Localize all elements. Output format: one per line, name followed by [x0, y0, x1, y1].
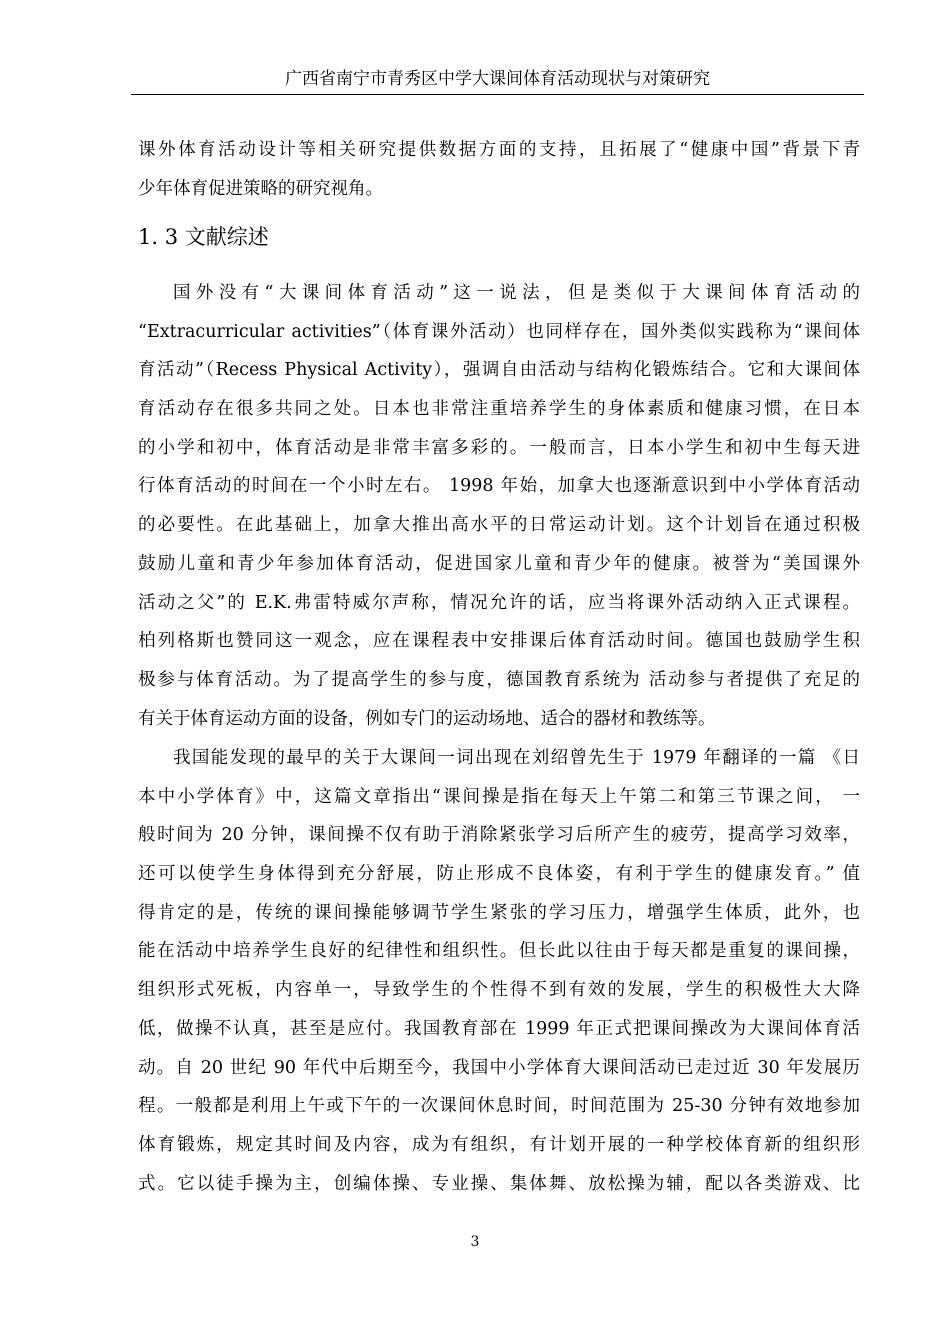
- text-line: 有关于体育运动方面的设备，例如专门的运动场地、适合的器材和教练等。: [138, 708, 716, 729]
- paragraph-foreign-practice: [138, 274, 860, 738]
- text-line: 国外没有“大课间体育活动”这一说法，但是类似于大课间体育活动的: [173, 283, 860, 303]
- text-line: 鼓励儿童和青少年参加体育活动，促进国家儿童和青少年的健康。被誉为“美国课外: [138, 553, 860, 574]
- text-line: 极参与体育活动。为了提高学生的参与度，德国教育系统为 活动参与者提供了充足的: [138, 669, 860, 690]
- text-line: 得肯定的是，传统的课间操能够调节学生紧张的学习压力，增强学生体质，此外，也: [138, 902, 860, 923]
- text-line: 柏列格斯也赞同这一观念，应在课程表中安排课后体育活动时间。德国也鼓励学生积: [138, 631, 860, 652]
- text-line: 能在活动中培养学生良好的纪律性和组织性。但长此以往由于每天都是重复的课间操，: [138, 941, 860, 962]
- text-line: 活动之父”的 E.K.弗雷特威尔声称，情况允许的话，应当将课外活动纳入正式课程。: [138, 592, 860, 613]
- text-line: 育活动”（Recess Physical Activity），强调自由活动与结构化锻炼结合。它和大课间体: [138, 360, 860, 381]
- text-line: 低，做操不认真，甚至是应付。我国教育部在 1999 年正式把课间操改为大课间体育活: [138, 1018, 860, 1039]
- text-line: 的小学和初中，体育活动是非常丰富多彩的。一般而言，日本小学生和初中生每天进: [138, 437, 860, 458]
- text-line: 少年体育促进策略的研究视角。: [138, 178, 383, 199]
- text-line: 动。自 20 世纪 90 年代中后期至今，我国中小学体育大课间活动已走过近 30 年发展历: [138, 1057, 860, 1078]
- text-line: 我国能发现的最早的关于大课间一词出现在刘绍曾先生于 1979 年翻译的一篇 《日: [173, 748, 860, 768]
- text-line: “Extracurricular activities”（体育课外活动）也同样存在，国外类似实践称为“课间体: [138, 321, 860, 342]
- text-line: 还可以使学生身体得到充分舒展，防止形成不良体姿，有利于学生的健康发育。” 值: [138, 864, 860, 885]
- text-line: 程。一般都是利用上午或下午的一次课间休息时间，时间范围为 25-30 分钟有效地参加: [138, 1096, 860, 1117]
- text-line: 行体育活动的时间在一个小时左右。 1998 年始，加拿大也逐渐意识到中小学体育活动: [138, 476, 860, 497]
- text-line: 般时间为 20 分钟，课间操不仅有助于消除紧张学习后所产生的疲劳，提高学习效率，: [138, 825, 860, 846]
- text-line: 育活动存在很多共同之处。日本也非常注重培养学生的身体素质和健康习惯，在日本: [138, 399, 860, 420]
- text-line: 组织形式死板，内容单一，导致学生的个性得不到有效的发展，学生的积极性大大降: [138, 980, 860, 1001]
- header-title: 广西省南宁市青秀区中学大课间体育活动现状与对策研究: [285, 69, 710, 89]
- page-number: 3: [470, 1234, 480, 1250]
- section-heading: 1. 3 文献综述: [138, 225, 269, 249]
- text-line: 课外体育活动设计等相关研究提供数据方面的支持，且拓展了“健康中国”背景下青: [138, 140, 860, 160]
- paragraph-domestic-history: [138, 739, 860, 1203]
- text-line: 的必要性。在此基础上，加拿大推出高水平的日常运动计划。这个计划旨在通过积极: [138, 515, 860, 536]
- text-line: 体育锻炼，规定其时间及内容，成为有组织，有计划开展的一种学校体育新的组织形: [138, 1134, 860, 1155]
- intro-paragraph: [138, 131, 860, 208]
- text-line: 式。它以徒手操为主，创编体操、专业操、集体舞、放松操为辅，配以各类游戏、比: [138, 1173, 860, 1194]
- text-line: 本中小学体育》中，这篇文章指出“课间操是指在每天上午第二和第三节课之间， 一: [138, 786, 860, 807]
- page-header: [131, 66, 864, 95]
